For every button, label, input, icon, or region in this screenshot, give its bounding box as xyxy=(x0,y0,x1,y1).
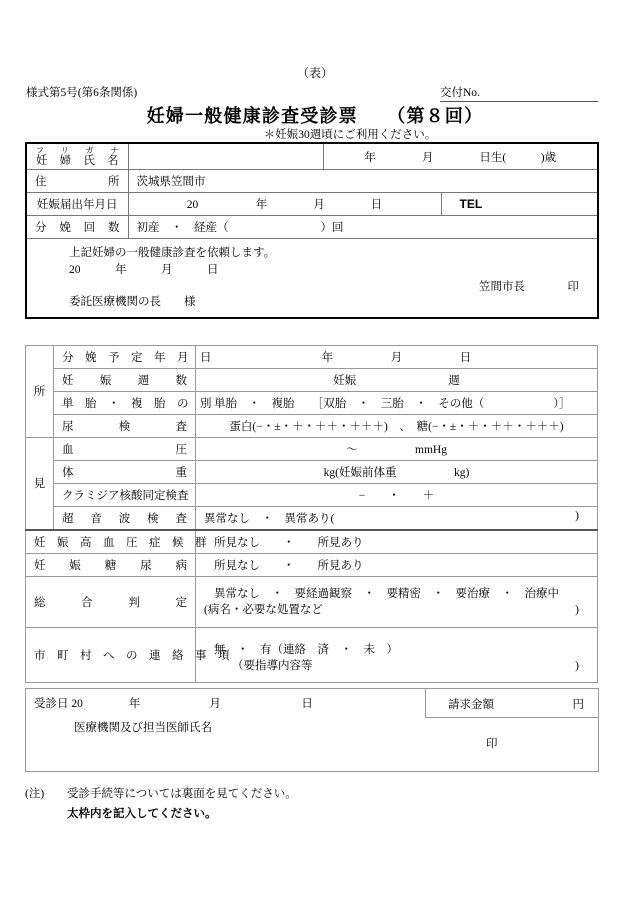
singleton-multiple-options[interactable]: 単胎 ・ 複胎 ［双胎 ・ 三胎 ・ その他（ ）］ xyxy=(196,392,598,415)
table-row xyxy=(26,438,598,461)
gestational-weeks-label: 妊 娠 週 数 xyxy=(54,369,196,392)
table-row xyxy=(26,143,598,170)
tel-label: TEL xyxy=(459,197,483,211)
urine-test-options[interactable]: 蛋白(−・±・＋・＋＋・＋＋＋) 、 糖(−・±・＋・＋＋・＋＋＋) xyxy=(196,415,598,438)
request-line-1: 上記妊婦の一般健康診査を依頼します。 xyxy=(69,247,276,259)
page-title: 妊婦一般健康診査受診票 （第８回） xyxy=(146,106,484,126)
table-row xyxy=(26,554,598,577)
findings-span-label-1: 所 xyxy=(26,346,54,438)
tel-field[interactable] xyxy=(441,193,598,216)
hypertension-options[interactable]: 所見なし ・ 所見あり xyxy=(196,530,598,554)
footer-notes xyxy=(25,784,297,824)
ultrasound-paren-close: ) xyxy=(575,510,579,522)
weight-label: 体 重 xyxy=(54,461,196,484)
claim-amount-unit: 円 xyxy=(572,699,584,711)
municipality-paren-close: ) xyxy=(575,660,579,672)
overall-judgement-options[interactable] xyxy=(196,577,598,628)
request-statement-block xyxy=(26,239,598,319)
table-row xyxy=(26,530,598,554)
mayor-name: 笠間市長 xyxy=(479,281,526,293)
doctor-seal: 印 xyxy=(486,738,498,750)
table-row xyxy=(26,461,598,484)
deliveries-label: 分 娩 回 数 xyxy=(26,216,128,239)
addressee-line: 委託医療機関の長 様 xyxy=(69,296,196,308)
table-row xyxy=(26,507,598,531)
deliveries-input[interactable]: 初産 ・ 経産（ ）回 xyxy=(128,216,598,239)
ultrasound-text: 異常なし ・ 異常あり( xyxy=(204,513,335,525)
birthdate-field[interactable]: 年 月 日生( )歳 xyxy=(323,143,598,170)
overall-paren-close: ) xyxy=(575,604,579,616)
pregnancy-report-date-label: 妊娠届出年月日 xyxy=(26,193,128,216)
diabetes-label: 妊 娠 糖 尿 病 xyxy=(26,554,196,577)
furigana-label: フ リ ガ ナ xyxy=(36,146,119,155)
table-row xyxy=(26,193,598,216)
due-date-input[interactable]: 年 月 日 xyxy=(196,346,598,369)
table-row xyxy=(26,415,598,438)
receipt-block xyxy=(25,688,599,772)
municipality-contact-label: 市 町 村 へ の 連 絡 事 項 xyxy=(26,628,196,683)
overall-judgement-label: 総 合 判 定 xyxy=(26,577,196,628)
page-subtitle: ＊妊娠30週頃にご利用ください。 xyxy=(263,129,437,141)
claim-amount-box[interactable] xyxy=(425,689,598,718)
issue-number-field[interactable]: 交付No. xyxy=(440,84,598,102)
table-row xyxy=(26,628,598,683)
diabetes-options[interactable]: 所見なし ・ 所見あり xyxy=(196,554,598,577)
due-date-label: 分 娩 予 定 年 月 日 xyxy=(54,346,196,369)
address-label: 住 所 xyxy=(26,170,128,193)
table-row xyxy=(26,577,598,628)
findings-table xyxy=(25,345,598,683)
urine-test-label: 尿 検 査 xyxy=(54,415,196,438)
overall-judgement-line-2: ) (病名・必要な処置など xyxy=(204,602,589,618)
front-side-marker: （表） xyxy=(296,66,333,80)
pregnancy-report-date-input[interactable]: 20 年 月 日 xyxy=(128,193,441,216)
overall-judgement-line-1: 異常なし ・ 要経過観察 ・ 要精密 ・ 要治療 ・ 治療中 xyxy=(214,588,559,600)
table-row xyxy=(26,346,598,369)
table-row xyxy=(26,216,598,239)
table-row xyxy=(26,239,598,319)
request-date[interactable]: 20 年 月 日 xyxy=(69,264,219,276)
name-input[interactable] xyxy=(128,143,323,170)
municipality-line-2: ) （要指導内容等 xyxy=(204,658,589,674)
name-label: 妊 婦 氏 名 xyxy=(36,155,119,167)
ultrasound-label: 超 音 波 検 査 xyxy=(54,507,196,531)
table-row xyxy=(26,369,598,392)
table-row xyxy=(26,484,598,507)
institution-doctor-name-field[interactable]: 医療機関及び担当医師氏名 xyxy=(74,722,212,734)
hypertension-label: 妊 娠 高 血 圧 症 候 群 xyxy=(26,530,196,554)
singleton-multiple-label: 単 胎 ・ 複 胎 の 別 xyxy=(54,392,196,415)
chlamydia-test-label: クラミジア核酸同定検査 xyxy=(54,484,196,507)
blood-pressure-label: 血 圧 xyxy=(54,438,196,461)
table-row xyxy=(26,392,598,415)
address-input[interactable]: 茨城県笠間市 xyxy=(128,170,598,193)
form-number-label: 様式第5号(第6条関係) xyxy=(26,87,138,99)
mayor-seal: 印 xyxy=(567,281,580,293)
exam-date-field[interactable]: 受診日 20 年 月 日 xyxy=(34,698,313,710)
gestational-weeks-input[interactable]: 妊娠 週 xyxy=(196,369,598,392)
applicant-table xyxy=(25,142,599,319)
municipality-contact-options[interactable] xyxy=(196,628,598,683)
ultrasound-options[interactable] xyxy=(196,507,598,531)
claim-amount-label: 請求金額 xyxy=(448,699,494,711)
note-line-1: (注) 受診手続等については裏面を見てください。 xyxy=(25,784,297,804)
table-row xyxy=(26,170,598,193)
weight-input[interactable]: kg(妊娠前体重 kg) xyxy=(196,461,598,484)
municipality-line-1: 無 ・ 有（連絡 済 ・ 未 ） xyxy=(214,644,398,656)
findings-span-label-2: 見 xyxy=(26,438,54,531)
chlamydia-test-options[interactable]: − ・ ＋ xyxy=(196,484,598,507)
note-line-2: 太枠内を記入してください。 xyxy=(67,808,217,820)
note-tag: (注) xyxy=(25,788,45,800)
blood-pressure-input[interactable]: 〜 mmHg xyxy=(196,438,598,461)
